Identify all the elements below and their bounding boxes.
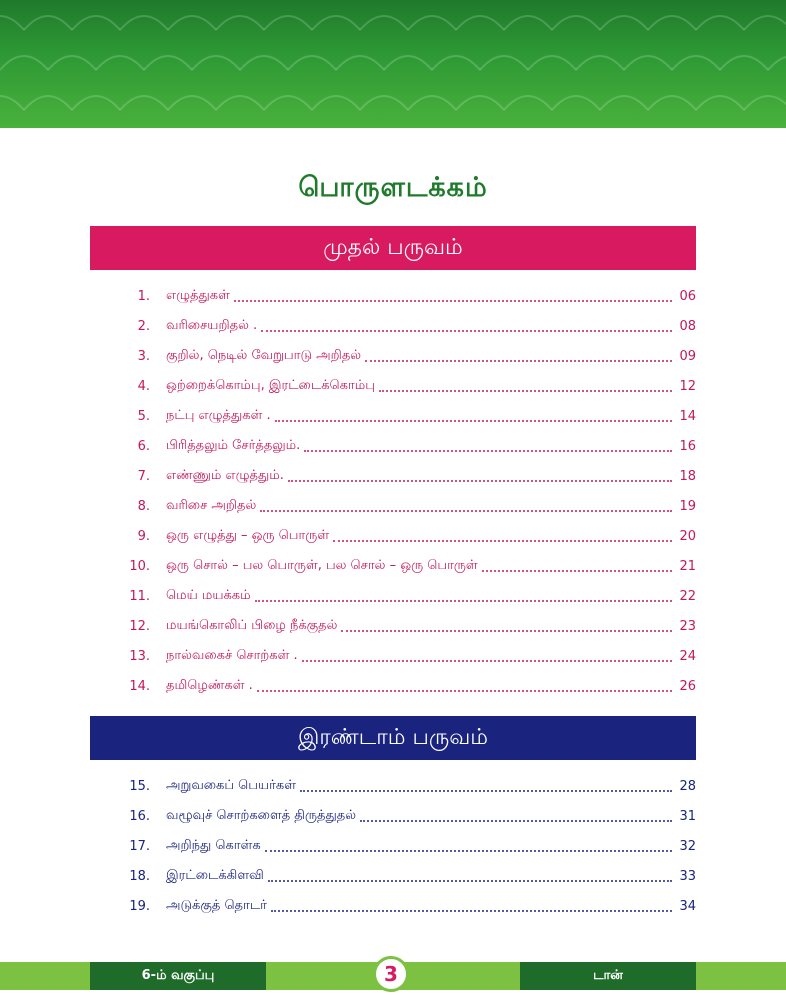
banner-arch [360,96,408,110]
toc-leader-dots [234,300,672,302]
toc-item-title: இரட்டைக்கிளவி [166,868,264,883]
toc-leader-dots [261,330,672,332]
banner-arch [720,56,768,70]
toc-item[interactable] [120,581,696,611]
toc-item[interactable] [120,831,696,861]
toc-item-page: 22 [679,588,696,604]
toc-item[interactable] [120,551,696,581]
toc-item[interactable] [120,861,696,891]
toc-leader-dots [271,910,672,912]
toc-leader-dots [341,630,672,632]
banner-arch [0,16,24,30]
toc-leader-dots [288,480,672,482]
toc-item-page: 16 [679,438,696,454]
toc-item[interactable] [120,461,696,491]
banner-arch [216,16,264,30]
banner-arch [480,56,528,70]
toc-item-page: 12 [679,378,696,394]
page-title: பொருளடக்கம் [298,172,488,203]
toc-leader-dots [265,850,672,852]
banner-arch [312,16,360,30]
toc-item-number: 15. [129,778,150,794]
banner-arch [408,16,456,30]
toc-item-title: நட்பு எழுத்துகள் . [166,408,271,423]
banner-arch [504,16,552,30]
banner-arch [216,96,264,110]
toc-item-page: 24 [679,648,696,664]
page-number-badge: 3 [373,956,409,992]
toc-item-number: 13. [129,648,150,664]
banner-arch [744,16,786,30]
toc-leader-dots [255,600,672,602]
banner-arch [408,96,456,110]
toc-leader-dots [482,570,672,572]
toc-item[interactable] [120,611,696,641]
toc-item-title: மெய் மயக்கம் [166,588,251,603]
banner-arch [552,96,600,110]
toc-item-number: 7. [137,468,150,484]
banner-arch [600,16,648,30]
toc-leader-dots [379,390,672,392]
toc-leader-dots [268,880,672,882]
toc-item[interactable] [120,371,696,401]
toc-item-page: 34 [679,898,696,914]
banner-arch [168,16,216,30]
term2-heading: இரண்டாம் பருவம் [90,716,696,760]
toc-item[interactable] [120,641,696,671]
toc-item-page: 20 [679,528,696,544]
toc-item-number: 3. [137,348,150,364]
banner-arch [312,96,360,110]
toc-item-number: 12. [129,618,150,634]
toc-item-number: 18. [129,868,150,884]
banner-arch [624,56,672,70]
toc-item-page: 18 [679,468,696,484]
banner-arch [144,56,192,70]
toc-item-title: வரிசை அறிதல் [166,498,257,513]
banner-arch [744,96,786,110]
banner-arch [360,16,408,30]
toc-item-title: வழூவுச் சொற்களைத் திருத்துதல் [166,808,357,823]
toc-item-page: 31 [679,808,696,824]
banner-arch [24,16,72,30]
toc-item-title: ஒரு எழுத்து – ஒரு பொருள் [166,528,330,543]
toc-item[interactable] [120,671,696,701]
toc-item-page: 14 [679,408,696,424]
toc-leader-dots [302,660,672,662]
banner-arch [48,56,96,70]
banner-arch [456,16,504,30]
header-banner [0,0,786,128]
toc-item-number: 14. [129,678,150,694]
toc-item[interactable] [120,771,696,801]
toc-item-page: 08 [679,318,696,334]
banner-arch [264,96,312,110]
toc-leader-dots [360,820,672,822]
banner-arch [768,56,786,70]
banner-arch [72,96,120,110]
banner-arch [336,56,384,70]
toc-item[interactable] [120,341,696,371]
toc-item-page: 21 [679,558,696,574]
toc-item-page: 19 [679,498,696,514]
toc-leader-dots [304,450,672,452]
toc-item-number: 1. [137,288,150,304]
toc-item-title: குறில், நெடில் வேறுபாடு அறிதல் [166,348,362,363]
banner-arch [552,16,600,30]
toc-item-number: 4. [137,378,150,394]
footer-publisher-label: டான் [520,962,696,990]
toc-item-number: 16. [129,808,150,824]
toc-leader-dots [275,420,672,422]
banner-arch [72,16,120,30]
toc-item-number: 9. [137,528,150,544]
toc-item[interactable] [120,801,696,831]
banner-arch [576,56,624,70]
banner-arch [600,96,648,110]
toc-item-number: 19. [129,898,150,914]
toc-item-title: ஒரு சொல் – பல பொருள், பல சொல் – ஒரு பொருள் [166,558,478,573]
toc-leader-dots [333,540,672,542]
footer-class-label: 6-ம் வகுப்பு [90,962,266,990]
toc-item-number: 6. [137,438,150,454]
banner-pattern [0,0,786,128]
banner-arch [648,96,696,110]
toc-item-number: 10. [129,558,150,574]
banner-arch [120,16,168,30]
toc-item-number: 11. [129,588,150,604]
toc-item-number: 5. [137,408,150,424]
toc-item-page: 33 [679,868,696,884]
toc-item-page: 32 [679,838,696,854]
term1-heading: முதல் பருவம் [90,226,696,270]
toc-item-number: 8. [137,498,150,514]
toc-leader-dots [365,360,672,362]
banner-arch [528,56,576,70]
toc-leader-dots [300,790,672,792]
toc-item-title: எண்ணும் எழுத்தும். [166,468,284,483]
toc-item[interactable] [120,281,696,311]
toc-item-page: 06 [679,288,696,304]
toc-item-title: எழுத்துகள் [166,288,230,303]
toc-item-title: மயங்கொலிப் பிழை நீக்குதல் [166,618,338,633]
banner-arch [696,96,744,110]
toc-item[interactable] [120,891,696,921]
toc-item-title: அறுவகைப் பெயர்கள் [166,778,296,793]
toc-item-page: 23 [679,618,696,634]
banner-arch [384,56,432,70]
term2-toc-list [120,771,696,921]
toc-item-title: நால்வகைச் சொற்கள் . [166,648,298,663]
toc-item[interactable] [120,401,696,431]
toc-item-title: வரிசையறிதல் . [166,318,258,333]
toc-item-title: தமிழெண்கள் . [166,678,253,693]
banner-arch [168,96,216,110]
toc-item-title: அடுக்குத் தொடர் [166,898,267,913]
toc-item[interactable] [120,491,696,521]
toc-item-title: ஒற்றைக்கொம்பு, இரட்டைக்கொம்பு [166,378,375,393]
banner-arch [0,96,24,110]
toc-leader-dots [260,510,672,512]
term1-toc-list [120,281,696,701]
banner-arch [696,16,744,30]
banner-arch [96,56,144,70]
banner-arch [432,56,480,70]
toc-item-page: 26 [679,678,696,694]
banner-arch [264,16,312,30]
toc-item[interactable] [120,311,696,341]
banner-arch [456,96,504,110]
banner-arch [648,16,696,30]
toc-leader-dots [257,690,672,692]
toc-item[interactable] [120,431,696,461]
toc-item-title: பிரித்தலும் சேர்த்தலும். [166,438,301,453]
banner-arch [504,96,552,110]
banner-arch [120,96,168,110]
banner-arch [24,96,72,110]
banner-arch [192,56,240,70]
banner-arch [0,56,48,70]
toc-item-title: அறிந்து கொள்க [166,838,261,853]
banner-arch [288,56,336,70]
toc-item[interactable] [120,521,696,551]
toc-item-number: 17. [129,838,150,854]
toc-item-page: 09 [679,348,696,364]
toc-item-page: 28 [679,778,696,794]
toc-item-number: 2. [137,318,150,334]
banner-arch [240,56,288,70]
banner-arch [672,56,720,70]
